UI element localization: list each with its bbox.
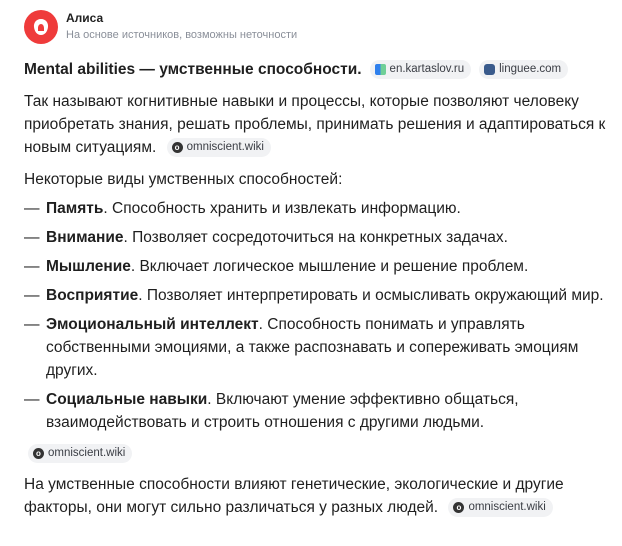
outro-text: На умственные способности влияют генетические, экологические и другие факторы, они могут сильно различаться у разных людей. — [24, 476, 564, 516]
source-label: en.kartaslov.ru — [389, 63, 465, 75]
source-chip-linguee[interactable] — [479, 60, 568, 79]
list-dash: — — [24, 200, 40, 217]
item-term: Социальные навыки — [46, 391, 208, 408]
item-text: . Позволяет сосредоточиться на конкретных задачах. — [123, 229, 508, 246]
answer-header — [24, 10, 297, 44]
source-chip-omniscient[interactable] — [448, 498, 552, 517]
assistant-name: Алиса — [66, 11, 104, 25]
list-item — [24, 388, 614, 434]
source-label: omniscient.wiki — [186, 141, 264, 153]
title-period: . — [357, 61, 362, 78]
list-source-row — [24, 442, 614, 465]
linguee-icon — [484, 64, 495, 75]
item-text: . Позволяет интерпретировать и осмысливать окружающий мир. — [138, 287, 604, 304]
omniscient-icon: o — [172, 142, 183, 153]
outro-paragraph — [24, 473, 614, 519]
list-item — [24, 313, 614, 382]
intro-text: Так называют когнитивные навыки и процессы, которые позволяют человеку приобретать знания, решать проблемы, принимать решения и адаптироваться к новым ситуациям. — [24, 93, 606, 156]
list-item — [24, 284, 614, 307]
item-term: Эмоциональный интеллект — [46, 316, 259, 333]
item-term: Восприятие — [46, 287, 139, 304]
source-label: omniscient.wiki — [48, 447, 126, 459]
source-chip-omniscient[interactable] — [28, 444, 132, 463]
list-item — [24, 226, 614, 249]
list-heading: Некоторые виды умственных способностей: — [24, 171, 343, 188]
source-chip-omniscient[interactable] — [167, 138, 271, 157]
item-text: . Включает логическое мышление и решение проблем. — [130, 258, 529, 275]
answer-title: Mental abilities — умственные способности — [24, 61, 358, 78]
answer-body — [24, 58, 614, 519]
abilities-list — [24, 197, 614, 434]
list-item — [24, 255, 614, 278]
assistant-disclaimer: На основе источников, возможны неточности — [66, 29, 298, 41]
intro-paragraph — [24, 90, 614, 159]
item-term: Мышление — [46, 258, 131, 275]
alice-logo-icon — [24, 10, 58, 44]
book-icon — [375, 64, 386, 75]
list-item — [24, 197, 614, 220]
list-dash: — — [24, 287, 40, 304]
omniscient-icon: o — [453, 502, 464, 513]
item-text: . Включают умение эффективно общаться, взаимодействовать и строить отношения с другими людьми. — [46, 391, 519, 431]
list-dash: — — [24, 316, 40, 333]
item-term: Память — [46, 200, 104, 217]
source-label: linguee.com — [499, 63, 562, 75]
list-dash: — — [24, 391, 40, 408]
answer-title-line — [24, 58, 614, 81]
item-term: Внимание — [46, 229, 124, 246]
item-text: . Способность хранить и извлекать информацию. — [103, 200, 461, 217]
omniscient-icon: o — [33, 448, 44, 459]
list-dash: — — [24, 229, 40, 246]
source-label: omniscient.wiki — [468, 501, 546, 513]
source-chip-kartaslov[interactable] — [370, 60, 472, 79]
list-dash: — — [24, 258, 40, 275]
item-text: . Способность понимать и управлять собственными эмоциями, а также распознавать и сопереживать эмоциям других. — [46, 316, 579, 379]
